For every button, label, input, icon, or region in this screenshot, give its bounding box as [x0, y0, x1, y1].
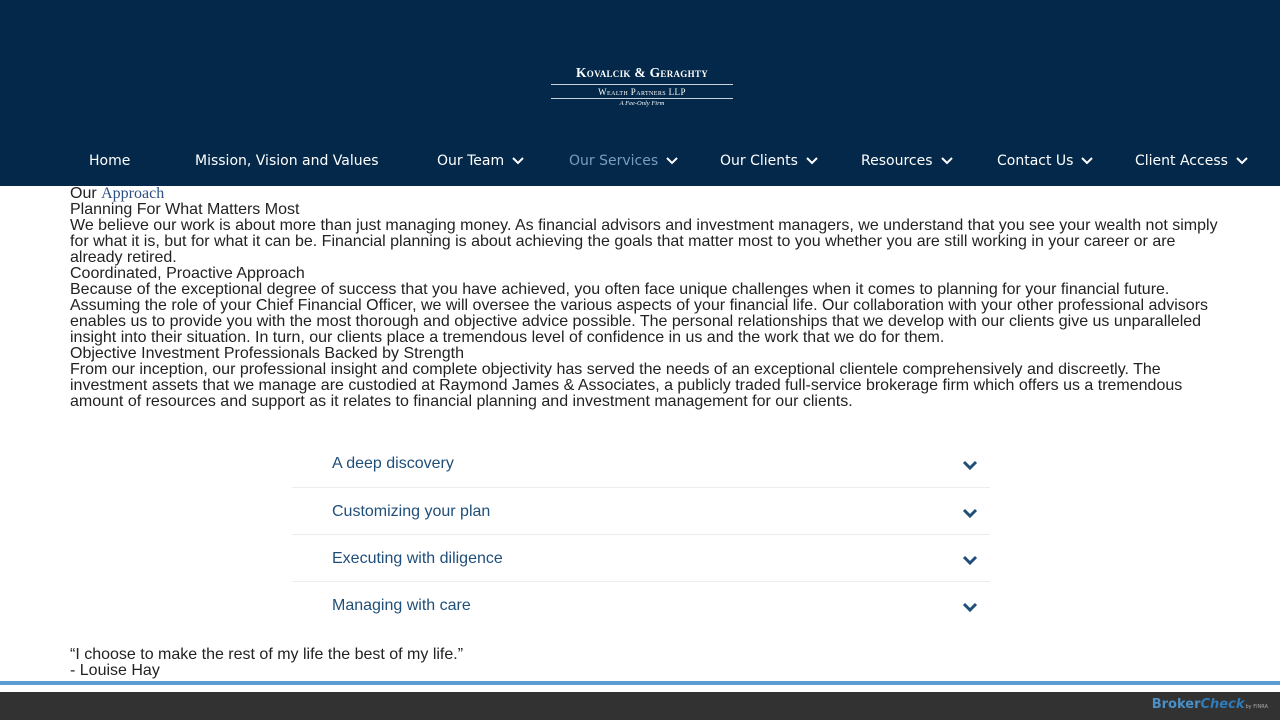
nav-item-our-team[interactable]: [437, 146, 525, 176]
heading-word: Approach: [101, 185, 165, 202]
section-body: From our inception, our professional insight and complete objectivity has served the needs of an exceptional clientele comprehensively and discreetly. The investment assets that we manage are custodied at Raymond James & Associates, a publicly traded full-service brokerage firm which offers us a tremendous amount of resources and support as it relates to financial planning and investment management for our clients.: [70, 361, 1183, 410]
nav-item-label: Client Access: [1135, 153, 1228, 169]
nav-item-label: Our Clients: [720, 153, 798, 169]
brokercheck-broker-text: Broker: [1151, 697, 1201, 712]
chevron-down-icon[interactable]: [511, 154, 525, 168]
chevron-down-icon[interactable]: [1080, 154, 1094, 168]
chevron-down-icon[interactable]: [940, 154, 954, 168]
chevron-down-icon[interactable]: [805, 154, 819, 168]
section-body: We believe our work is about more than just managing money. As financial advisors and investment managers, we understand that you see your wealth not simply for what it is, but for what it can be. Financial planning is about achieving the goals that matter most to you whether you are still working in your career or are already retired.: [70, 217, 1218, 266]
logo-main-text: Kovalcik & Geraghty: [575, 65, 709, 80]
brokercheck-finra-text: by FINRA: [1245, 704, 1268, 710]
nav-item-client-access[interactable]: [1135, 146, 1249, 176]
nav-item-label: Home: [89, 153, 131, 169]
section-title: Objective Investment Professionals Backed by Strength: [70, 345, 464, 362]
nav-item-mission[interactable]: [195, 146, 379, 176]
firm-logo[interactable]: [551, 64, 733, 110]
nav-item-label: Mission, Vision and Values: [195, 153, 379, 169]
chevron-down-icon[interactable]: [1235, 154, 1249, 168]
quote-text: “I choose to make the rest of my life the best of my life.”: [70, 646, 464, 663]
accordion-label: Executing with diligence: [332, 550, 503, 567]
heading-prefix: Our: [70, 185, 97, 202]
accordion-label: Customizing your plan: [332, 503, 491, 520]
section-body: Because of the exceptional degree of success that you have achieved, you often face unique challenges when it comes to planning for your financial future. Assuming the role of your Chief Financial Officer, we will oversee the various aspects of your financial life. Our collaboration with your other professional advisors enables us to provide you with the most thorough and objective advice possible. The personal relationships that we develop with our clients give us unparalleled insight into their situation. In turn, our clients place a tremendous level of confidence in us and the work that we do for them.: [70, 281, 1209, 346]
chevron-down-icon[interactable]: [962, 600, 978, 612]
logo-tagline: A Fee-Only Firm: [619, 100, 665, 107]
main-nav: [0, 146, 1280, 176]
nav-item-our-clients[interactable]: [720, 146, 819, 176]
approach-content: [70, 186, 1220, 410]
nav-item-label: Our Team: [437, 153, 505, 169]
process-accordion: [292, 440, 990, 628]
section-title: Coordinated, Proactive Approach: [70, 265, 305, 282]
logo-rule-bottom: [551, 98, 733, 99]
accordion-item-managing[interactable]: [292, 582, 990, 628]
chevron-down-icon[interactable]: [665, 154, 679, 168]
brokercheck-check-text: Check: [1200, 697, 1245, 712]
accordion-item-executing[interactable]: [292, 535, 990, 582]
accordion-item-customizing[interactable]: [292, 488, 990, 535]
nav-item-contact-us[interactable]: [997, 146, 1094, 176]
chevron-down-icon[interactable]: [962, 506, 978, 518]
accordion-label: Managing with care: [332, 597, 471, 614]
brokercheck-badge[interactable]: [1152, 697, 1268, 712]
site-footer: [0, 692, 1280, 720]
footer-divider: [0, 681, 1280, 685]
quote-author: - Louise Hay: [70, 662, 160, 679]
page-title: [70, 186, 1220, 202]
site-header: [0, 0, 1280, 186]
nav-item-our-services[interactable]: [569, 146, 679, 176]
nav-item-label: Resources: [861, 153, 933, 169]
nav-item-resources[interactable]: [861, 146, 954, 176]
logo-sub-text: Wealth Partners LLP: [598, 87, 686, 97]
chevron-down-icon[interactable]: [962, 553, 978, 565]
nav-item-label: Contact Us: [997, 153, 1074, 169]
nav-item-label: Our Services: [569, 153, 659, 169]
accordion-label: A deep discovery: [332, 455, 454, 472]
quote-block: [70, 647, 463, 679]
accordion-item-discovery[interactable]: [292, 440, 990, 488]
section-title: Planning For What Matters Most: [70, 201, 300, 218]
logo-rule: [551, 84, 733, 85]
chevron-down-icon[interactable]: [962, 458, 978, 470]
nav-item-home[interactable]: [89, 146, 130, 176]
